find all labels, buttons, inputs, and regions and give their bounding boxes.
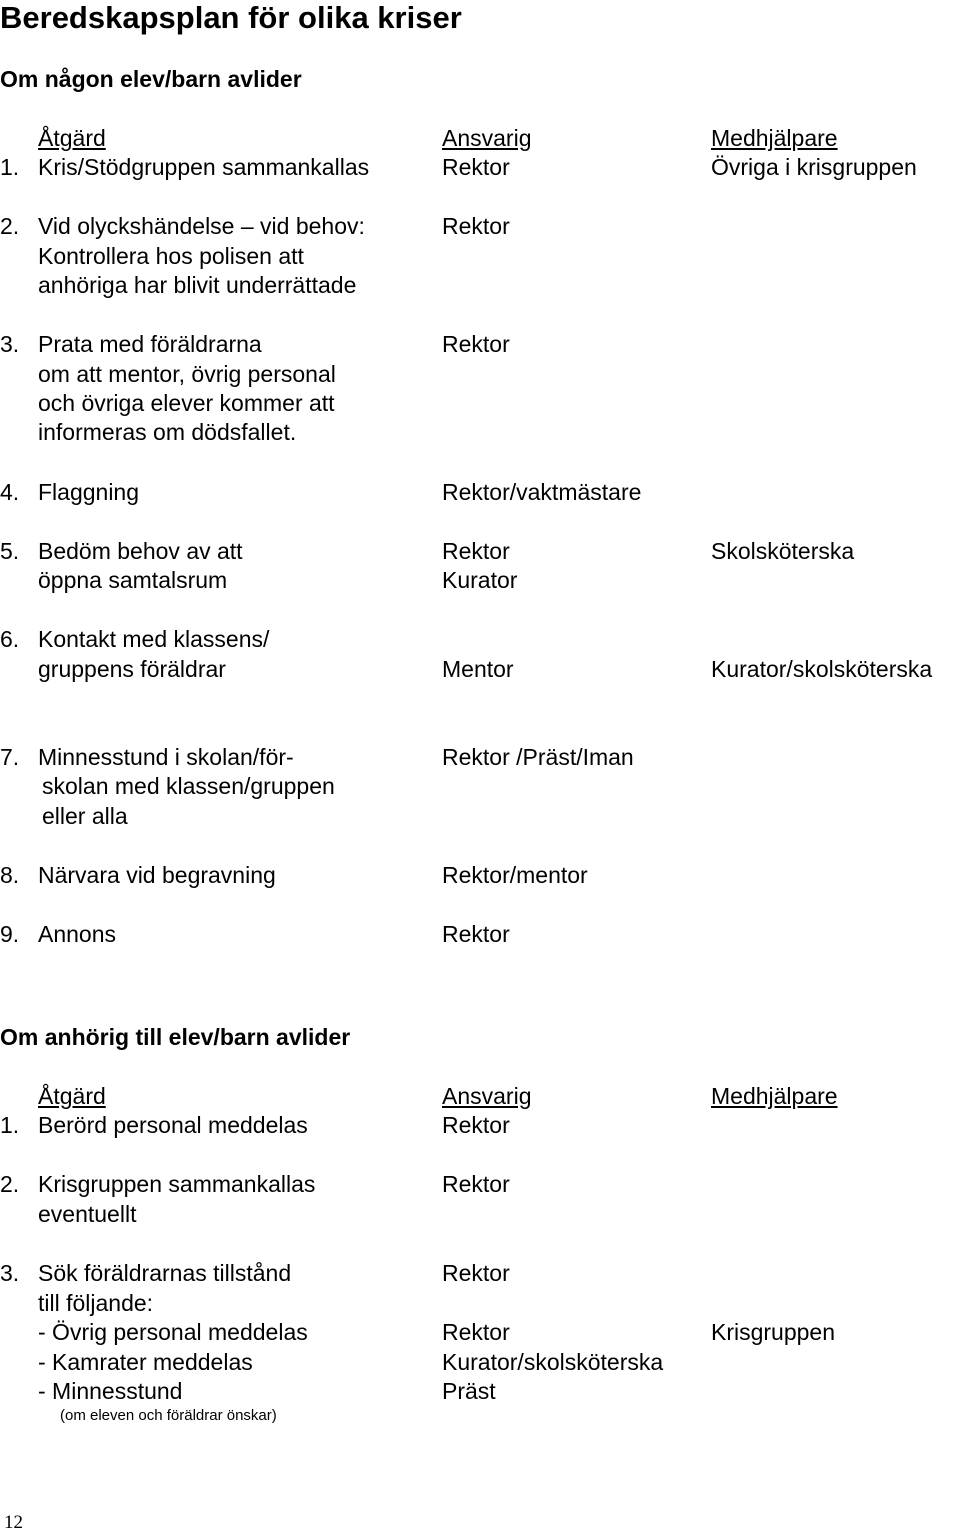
item-action: skolan med klassen/gruppen xyxy=(42,773,335,799)
item-number: 4. xyxy=(0,479,20,505)
item-action: Flaggning xyxy=(38,479,140,505)
column-header-assistant: Medhjälpare xyxy=(711,1083,838,1109)
item-action: Prata med föräldrarna xyxy=(38,331,262,357)
item-responsible: Rektor xyxy=(442,154,510,180)
item-action: eller alla xyxy=(42,803,128,829)
item-action: Kontakt med klassens/ xyxy=(38,626,270,652)
item-action: informeras om dödsfallet. xyxy=(38,419,297,445)
item-action: Vid olyckshändelse – vid behov: xyxy=(38,213,365,239)
section-heading-relative-death: Om anhörig till elev/barn avlider xyxy=(0,1024,351,1050)
sub-item-responsible: Präst xyxy=(442,1378,496,1404)
item-number: 1. xyxy=(0,154,20,180)
item-responsible: Rektor xyxy=(442,921,510,947)
item-responsible: Rektor xyxy=(442,1171,510,1197)
column-header-action: Åtgärd xyxy=(38,1083,106,1109)
item-responsible: Rektor/mentor xyxy=(442,862,588,888)
page-title: Beredskapsplan för olika kriser xyxy=(0,0,462,35)
item-number: 7. xyxy=(0,744,20,770)
sub-item-action: - Minnesstund xyxy=(38,1378,183,1404)
section-heading-student-death: Om någon elev/barn avlider xyxy=(0,66,302,92)
column-header-responsible: Ansvarig xyxy=(442,125,532,151)
column-header-responsible: Ansvarig xyxy=(442,1083,532,1109)
item-action: till följande: xyxy=(38,1290,154,1316)
sub-item-responsible: Kurator/skolsköterska xyxy=(442,1349,664,1375)
sub-item-assistant: Krisgruppen xyxy=(711,1319,836,1345)
column-header-action: Åtgärd xyxy=(38,125,106,151)
item-action: Sök föräldrarnas tillstånd xyxy=(38,1260,292,1286)
item-action: Krisgruppen sammankallas xyxy=(38,1171,316,1197)
item-responsible: Rektor /Präst/Iman xyxy=(442,744,634,770)
sub-item-action: - Kamrater meddelas xyxy=(38,1349,253,1375)
item-action: gruppens föräldrar xyxy=(38,656,226,682)
item-action: Kontrollera hos polisen att xyxy=(38,243,304,269)
item-action: Annons xyxy=(38,921,117,947)
item-number: 2. xyxy=(0,1171,20,1197)
footnote: (om eleven och föräldrar önskar) xyxy=(60,1407,277,1424)
sub-item-responsible: Rektor xyxy=(442,1319,510,1345)
item-assistant: Kurator/skolsköterska xyxy=(711,656,933,682)
column-header-assistant: Medhjälpare xyxy=(711,125,838,151)
item-action: om att mentor, övrig personal xyxy=(38,361,336,387)
item-action: öppna samtalsrum xyxy=(38,567,228,593)
item-number: 2. xyxy=(0,213,20,239)
item-assistant: Skolsköterska xyxy=(711,538,855,564)
item-action: och övriga elever kommer att xyxy=(38,390,335,416)
item-responsible: Rektor xyxy=(442,1260,510,1286)
item-number: 3. xyxy=(0,331,20,357)
item-action: Bedöm behov av att xyxy=(38,538,243,564)
item-action: Närvara vid begravning xyxy=(38,862,276,888)
item-responsible: Kurator xyxy=(442,567,518,593)
item-number: 9. xyxy=(0,921,20,947)
item-responsible: Rektor xyxy=(442,1112,510,1138)
item-number: 8. xyxy=(0,862,20,888)
item-action: Kris/Stödgruppen sammankallas xyxy=(38,154,370,180)
item-responsible: Rektor xyxy=(442,213,510,239)
item-action: Minnesstund i skolan/för- xyxy=(38,744,294,770)
item-responsible: Rektor/vaktmästare xyxy=(442,479,642,505)
item-action: eventuellt xyxy=(38,1201,137,1227)
item-assistant: Övriga i krisgruppen xyxy=(711,154,917,180)
item-number: 6. xyxy=(0,626,20,652)
item-number: 3. xyxy=(0,1260,20,1286)
item-number: 5. xyxy=(0,538,20,564)
item-action: Berörd personal meddelas xyxy=(38,1112,308,1138)
item-responsible: Rektor xyxy=(442,331,510,357)
item-responsible: Mentor xyxy=(442,656,514,682)
item-action: anhöriga har blivit underrättade xyxy=(38,272,357,298)
sub-item-action: - Övrig personal meddelas xyxy=(38,1319,308,1345)
item-number: 1. xyxy=(0,1112,20,1138)
page-number: 12 xyxy=(4,1512,23,1533)
item-responsible: Rektor xyxy=(442,538,510,564)
